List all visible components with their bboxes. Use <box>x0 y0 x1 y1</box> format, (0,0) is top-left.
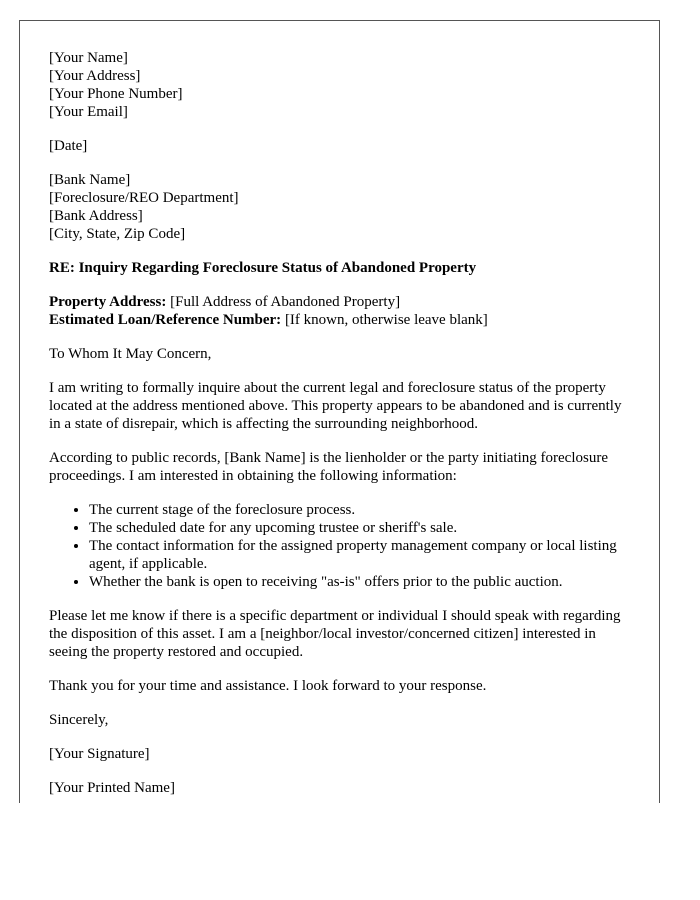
valediction: Sincerely, <box>49 712 109 728</box>
recipient-bank-address: [Bank Address] <box>49 208 143 224</box>
recipient-bank-name: [Bank Name] <box>49 172 131 188</box>
property-address-label: Property Address: <box>49 294 167 310</box>
property-address-value: [Full Address of Abandoned Property] <box>170 294 401 310</box>
sender-name: [Your Name] <box>49 50 128 66</box>
sender-address: [Your Address] <box>49 68 141 84</box>
date-block <box>49 137 634 155</box>
printed-name: [Your Printed Name] <box>49 780 175 796</box>
property-details <box>49 293 634 329</box>
sender-email: [Your Email] <box>49 104 128 120</box>
list-item: • Whether the bank is open to receiving "as-is" offers prior to the public auction. <box>89 573 634 591</box>
sender-block <box>49 49 634 121</box>
salutation: To Whom It May Concern, <box>49 346 212 362</box>
letter-body <box>49 49 634 803</box>
loan-number-line <box>49 311 634 329</box>
property-address-line <box>49 293 634 311</box>
information-list <box>49 501 634 591</box>
loan-number-label: Estimated Loan/Reference Number: <box>49 312 282 328</box>
intro-paragraph: I am writing to formally inquire about the current legal and foreclosure status of the property located at the address mentioned above. This property appears to be abandoned and is currently in a state of disrepair, which is affecting the surrounding neighborhood. <box>49 380 622 432</box>
list-item: • The contact information for the assigned property management company or local listing agent, if applicable. <box>89 537 634 573</box>
sender-phone: [Your Phone Number] <box>49 86 183 102</box>
request-paragraph: Please let me know if there is a specific department or individual I should speak with regarding the disposition of this asset. I am a [neighbor/local investor/concerned citizen] interested in seeing the property restored and occupied. <box>49 608 621 660</box>
list-item: • The current stage of the foreclosure process. <box>89 501 634 519</box>
subject-line: RE: Inquiry Regarding Foreclosure Status of Abandoned Property <box>49 260 477 276</box>
letter-date: [Date] <box>49 138 88 154</box>
list-item: • The scheduled date for any upcoming trustee or sheriff's sale. <box>89 519 634 537</box>
signature-placeholder: [Your Signature] <box>49 746 150 762</box>
letter-page <box>19 20 660 803</box>
records-paragraph: According to public records, [Bank Name] is the lienholder or the party initiating foreclosure proceedings. I am interested in obtaining the following information: <box>49 450 608 484</box>
thanks-paragraph: Thank you for your time and assistance. I look forward to your response. <box>49 678 487 694</box>
recipient-city-state-zip: [City, State, Zip Code] <box>49 226 186 242</box>
loan-number-value: [If known, otherwise leave blank] <box>284 312 488 328</box>
recipient-department: [Foreclosure/REO Department] <box>49 190 239 206</box>
recipient-block <box>49 171 634 243</box>
